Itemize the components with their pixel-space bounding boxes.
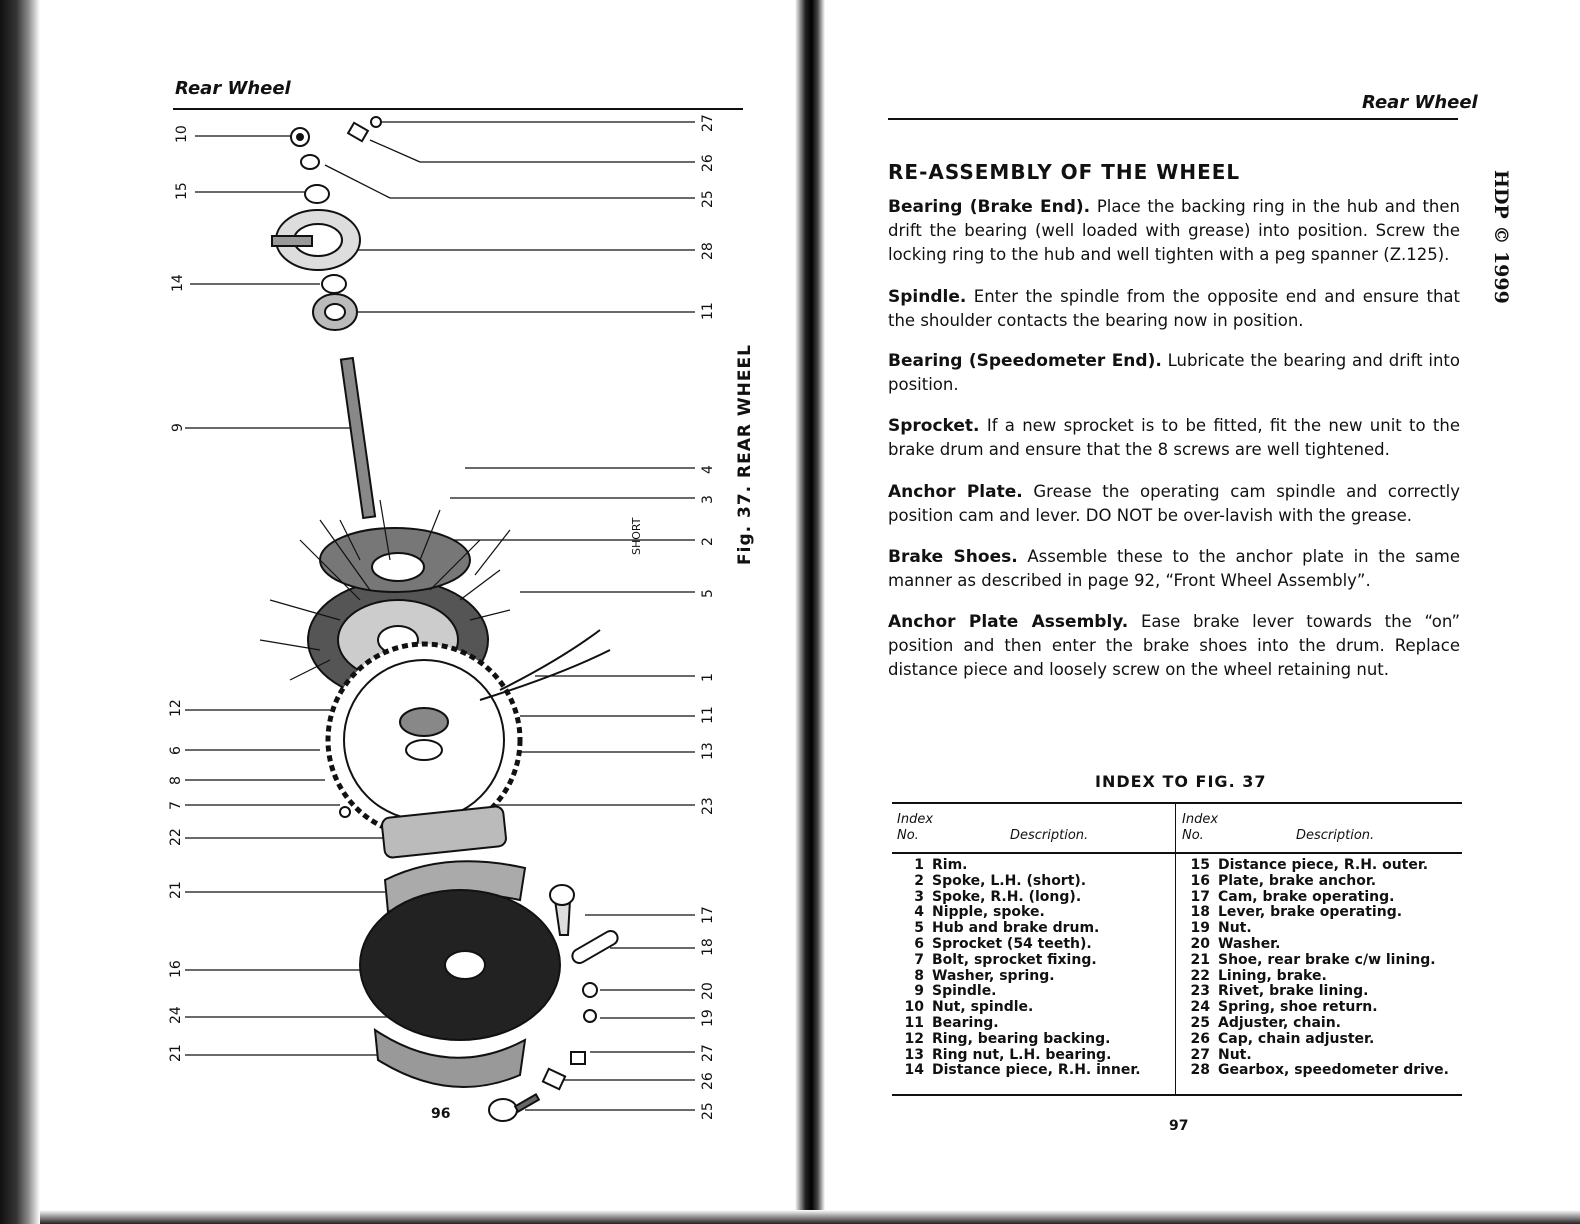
callout-left-8: 7 [168,801,184,810]
index-row: 7 Bolt, sprocket fixing. [914,951,1097,968]
callout-right-5: 11 [700,302,716,320]
index-column-left [892,858,1141,1079]
index-bottom-rule [892,1094,1462,1096]
callout-right-19: 26 [700,1072,716,1090]
para-anchor-plate: Anchor Plate. Grease the operating cam spindle and correctly position cam and lever. DO NOT be over-lavish with the grease. [888,482,1461,525]
index-row: 4 Nipple, spoke. [914,904,1045,921]
para-anchor-plate-assembly: Anchor Plate Assembly. Ease brake lever towards the “on” position and then enter the brake shoes into the drum. Replace distance piece and loosely screw on the wheel retaining nut. [888,612,1460,679]
callout-right-7: 3 [700,495,716,504]
callout-left-6: 6 [168,746,184,755]
para-bearing-speedo-end: Bearing (Speedometer End). Lubricate the bearing and drift into position. [888,351,1460,394]
callout-right-14: 17 [700,906,716,924]
index-row: 21 Shoe, rear brake c/w lining. [1190,951,1436,968]
index-header-left-index: Index No. [897,812,934,843]
index-row: 16 Plate, brake anchor. [1190,872,1377,889]
index-row: 25 Adjuster, chain. [1190,1014,1341,1031]
para-spindle: Spindle. Enter the spindle from the opposite end and ensure that the shoulder contacts the bearing now in position. [888,287,1460,330]
callout-right-18: 27 [700,1044,716,1062]
left-running-head: Rear Wheel [175,78,291,99]
figure-caption: Fig. 37. REAR WHEEL [735,344,755,565]
index-row: 19 Nut. [1190,920,1252,937]
index-row: 17 Cam, brake operating. [1190,888,1395,905]
callout-left-5: 12 [168,699,184,717]
index-header-right-desc: Description. [1296,828,1375,843]
index-row: 3 Spoke, R.H. (long). [914,888,1082,905]
index-row: 11 Bearing. [904,1014,999,1031]
index-row: 28 Gearbox, speedometer drive. [1190,1062,1449,1079]
book-gutter [795,0,825,1224]
copyright-side-mark: HDP © 1999 [1490,170,1512,304]
callout-right-20: 25 [700,1102,716,1120]
index-header-left-desc: Description. [1010,828,1089,843]
index-row: 20 Washer. [1190,935,1281,952]
index-row: 10 Nut, spindle. [904,999,1034,1016]
callout-left-10: 21 [168,881,184,899]
index-row: 24 Spring, shoe return. [1190,999,1378,1016]
callout-right-9: 5 [700,589,716,598]
callout-right-15: 18 [700,938,716,956]
para-brake-shoes: Brake Shoes. Assemble these to the anchor plate in the same manner as described in page 92, “Front Wheel Assembly”. [888,547,1460,590]
left-page-number: 96 [431,1106,451,1122]
index-top-rule [892,802,1462,804]
callout-right-1: 27 [700,114,716,132]
callout-left-12: 24 [168,1006,184,1024]
index-row: 18 Lever, brake operating. [1190,904,1403,921]
index-row: 9 Spindle. [914,983,997,1000]
callout-left-9: 22 [168,828,184,846]
callout-right-11: 11 [700,706,716,724]
index-row: 14 Distance piece, R.H. inner. [904,1062,1141,1079]
para-sprocket: Sprocket. If a new sprocket is to be fitted, fit the new unit to the brake drum and ensure that the 8 screws are well tightened. [888,416,1460,459]
callout-right-8: 2 [700,537,716,546]
index-row: 13 Ring nut, L.H. bearing. [904,1046,1112,1063]
callout-right-6: 4 [700,465,716,474]
callout-right-16: 20 [700,982,716,1000]
index-row: 26 Cap, chain adjuster. [1190,1030,1375,1047]
section-title: RE-ASSEMBLY OF THE WHEEL [888,160,1241,184]
index-header-right-index: Index No. [1182,812,1219,843]
right-head-rule [888,118,1458,120]
index-row: 2 Spoke, L.H. (short). [914,872,1087,889]
callout-right-3: 25 [700,190,716,208]
callout-left-3: 14 [170,274,186,292]
index-row: 6 Sprocket (54 teeth). [914,935,1092,952]
index-title: INDEX TO FIG. 37 [1095,772,1267,791]
callout-right-2: 26 [700,154,716,172]
right-page-number: 97 [1169,1118,1189,1134]
callout-right-4: 28 [700,242,716,260]
callout-right-10: 1 [700,673,716,682]
callout-left-13: 21 [168,1044,184,1062]
callout-left-11: 16 [168,960,184,978]
callout-left-1: 10 [174,125,190,143]
callout-left-2: 15 [174,182,190,200]
para-bearing-brake-end: Bearing (Brake End). Place the backing ring in the hub and then drift the bearing (well loaded with grease) into position. Screw the locking ring to the hub and well tighten with a peg spanner (Z.125). [888,197,1461,264]
index-row: 27 Nut. [1190,1046,1252,1063]
short-label: SHORT [630,517,643,555]
callout-left-7: 8 [168,776,184,785]
index-row: 12 Ring, bearing backing. [904,1030,1111,1047]
index-row: 23 Rivet, brake lining. [1190,983,1369,1000]
right-running-head: Rear Wheel [1362,92,1478,113]
callout-left-4: 9 [170,423,186,432]
index-row: 22 Lining, brake. [1190,967,1327,984]
callout-right-12: 13 [700,742,716,760]
index-column-divider [1175,802,1176,1094]
index-row: 8 Washer, spring. [914,967,1055,984]
index-row: 1 Rim. [914,857,968,873]
callout-right-17: 19 [700,1009,716,1027]
index-row: 15 Distance piece, R.H. outer. [1190,857,1429,873]
index-column-right [1178,858,1449,1079]
index-header-rule [892,852,1462,854]
index-row: 5 Hub and brake drum. [914,920,1100,937]
callout-right-13: 23 [700,797,716,815]
